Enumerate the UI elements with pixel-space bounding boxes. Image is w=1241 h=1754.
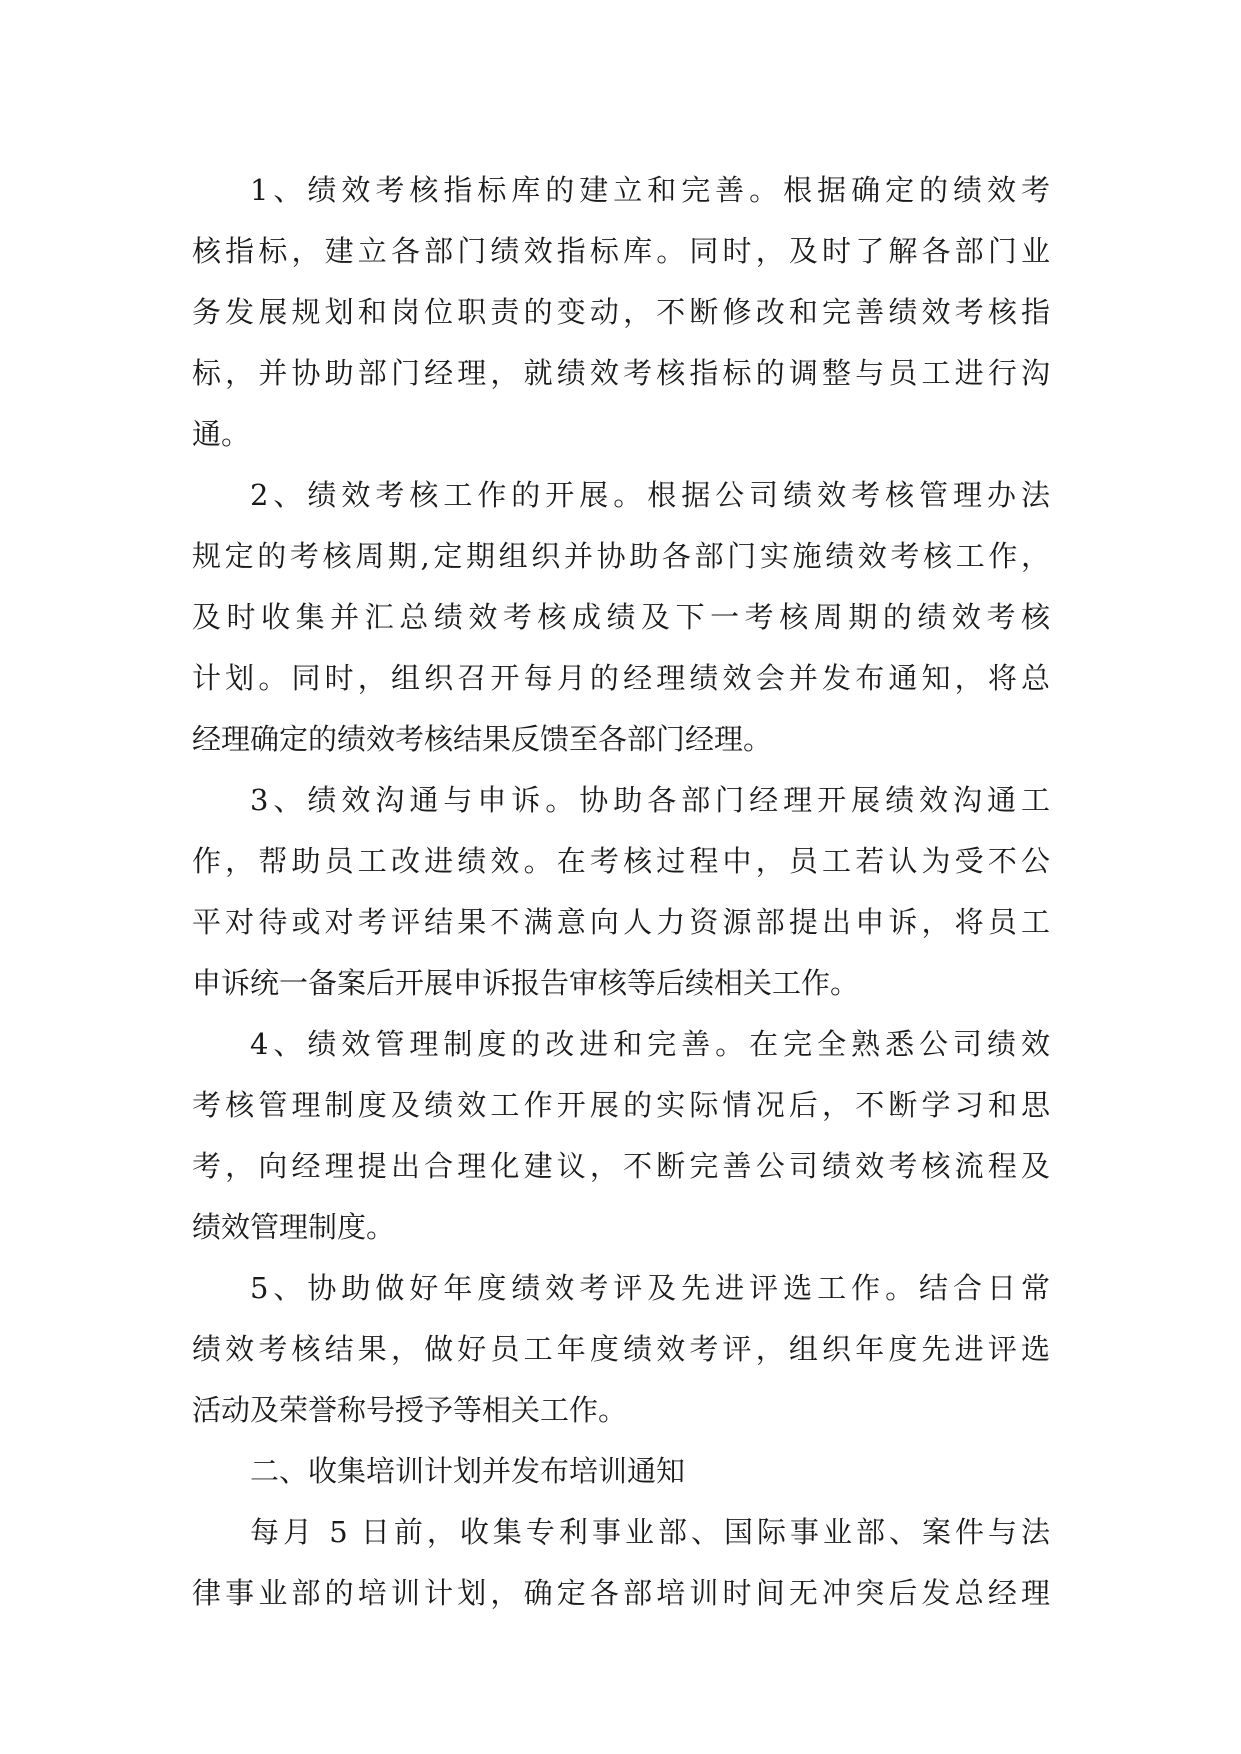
document-body [192,160,1050,1624]
text-line: 考核管理制度及绩效工作开展的实际情况后，不断学习和思 [192,1088,1050,1122]
section-heading: 二、收集培训计划并发布培训通知 [250,1454,686,1488]
text-line: 务发展规划和岗位职责的变动，不断修改和完善绩效考核指 [192,295,1050,329]
text-line: 考，向经理提出合理化建议，不断完善公司绩效考核流程及 [192,1149,1050,1183]
paragraph-performance-communication-appeal [192,770,1050,1014]
text-line: 计划。同时，组织召开每月的经理绩效会并发布通知，将总 [192,661,1050,695]
text-line: 核指标，建立各部门绩效指标库。同时，及时了解各部门业 [192,234,1050,268]
section-heading-training [192,1441,1050,1502]
paragraph-performance-indicator-library [192,160,1050,465]
text-line: 规定的考核周期,定期组织并协助各部门实施绩效考核工作， [192,539,1050,573]
text-line: 标，并协助部门经理，就绩效考核指标的调整与员工进行沟 [192,356,1050,390]
text-line: 5、协助做好年度绩效考评及先进评选工作。结合日常 [250,1271,1050,1305]
text-line: 及时收集并汇总绩效考核成绩及下一考核周期的绩效考核 [192,600,1050,634]
text-line: 1、绩效考核指标库的建立和完善。根据确定的绩效考 [250,173,1050,207]
text-line: 绩效管理制度。 [192,1210,396,1244]
text-line: 绩效考核结果，做好员工年度绩效考评，组织年度先进评选 [192,1332,1050,1366]
paragraph-performance-assessment-work [192,465,1050,770]
text-line: 平对待或对考评结果不满意向人力资源部提出申诉，将员工 [192,905,1050,939]
text-line: 申诉统一备案后开展申诉报告审核等后续相关工作。 [192,966,860,1000]
paragraph-management-system-improvement [192,1014,1050,1258]
text-line: 通。 [192,417,251,451]
text-line: 经理确定的绩效考核结果反馈至各部门经理。 [192,722,773,756]
text-line: 每月 5 日前，收集专利事业部、国际事业部、案件与法 [250,1515,1050,1549]
paragraph-annual-evaluation [192,1258,1050,1441]
text-line: 3、绩效沟通与申诉。协助各部门经理开展绩效沟通工 [250,783,1050,817]
text-line: 4、绩效管理制度的改进和完善。在完全熟悉公司绩效 [250,1027,1050,1061]
text-line: 2、绩效考核工作的开展。根据公司绩效考核管理办法 [250,478,1050,512]
paragraph-training-plan-collection [192,1502,1050,1624]
text-line: 律事业部的培训计划，确定各部培训时间无冲突后发总经理 [192,1576,1050,1610]
text-line: 活动及荣誉称号授予等相关工作。 [192,1393,628,1427]
text-line: 作，帮助员工改进绩效。在考核过程中，员工若认为受不公 [192,844,1050,878]
